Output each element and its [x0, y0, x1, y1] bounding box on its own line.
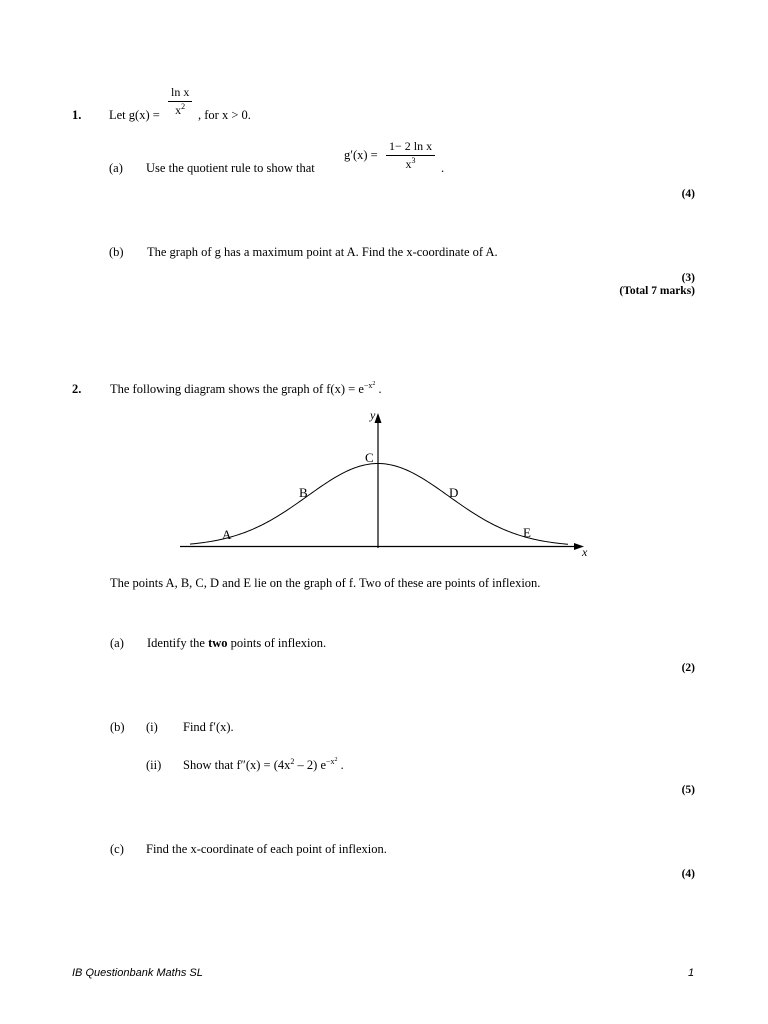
q2-intro-text: The following diagram shows the graph of f(x) =: [110, 382, 356, 396]
footer-source: IB Questionbank Maths SL: [72, 967, 203, 979]
q1a-lhs: g′(x) =: [344, 148, 378, 162]
q1-number: 1.: [72, 108, 82, 122]
point-label-e: E: [523, 525, 531, 540]
q1a-label: (a): [109, 161, 123, 175]
q1-total-marks: (Total 7 marks): [619, 285, 695, 297]
q1a-fraction-numerator: 1− 2 ln x: [386, 139, 435, 156]
point-label-d: D: [449, 485, 459, 500]
q2b-ii-label: (ii): [146, 758, 162, 772]
q1a-text: Use the quotient rule to show that: [146, 161, 315, 175]
q2-function-exp: $e^{-x^2}$: [358, 381, 376, 396]
point-label-c: C: [365, 450, 374, 465]
q2c-label: (c): [110, 842, 124, 856]
point-label-a: A: [222, 527, 232, 542]
bell-curve-graph: [0, 405, 768, 565]
q2b-ii-exp: $e^{-x^2}$: [320, 757, 338, 772]
q2a-text: Identify the two points of inflexion.: [147, 636, 327, 650]
q1a-end: .: [441, 161, 445, 175]
q2a-marks: (2): [681, 662, 695, 674]
q1-fraction-denominator: $x^2$: [175, 102, 186, 117]
y-axis-arrow: [375, 413, 382, 423]
q2b-i-text: Find f′(x).: [183, 720, 234, 734]
footer-page-number: 1: [688, 967, 695, 979]
q2a-label: (a): [110, 636, 124, 650]
q2b-marks: (5): [681, 784, 695, 796]
bell-curve: [190, 464, 568, 545]
q2b-ii-text: Show that $f''(x) = (4x^2 - 2)$ $e^{-x^2}$ .: [183, 757, 344, 772]
q2-description: The points A, B, C, D and E lie on the graph of f. Two of these are points of inflexion.: [110, 576, 541, 590]
q2c-marks: (4): [681, 868, 695, 880]
q1b-label: (b): [109, 245, 124, 259]
q1a-marks: (4): [681, 188, 695, 200]
q1b-text: The graph of g has a maximum point at A. Find the x-coordinate of A.: [147, 245, 498, 259]
q2-intro: The following diagram shows the graph of $f(x) = e^{-x^2}$ .: [110, 381, 382, 396]
q1-fraction: [168, 85, 192, 118]
y-axis-label: y: [370, 408, 376, 422]
point-label-b: B: [299, 485, 308, 500]
q1-fraction-numerator: ln x: [168, 85, 192, 102]
q1-intro: Let g(x) =: [109, 108, 160, 122]
q1a-fraction-denominator: $x^3$: [405, 156, 416, 171]
q2b-label: (b): [110, 720, 125, 734]
q1b-marks: (3): [681, 272, 695, 284]
q2b-i-label: (i): [146, 720, 158, 734]
x-axis-label: x: [582, 545, 588, 559]
q2-number: 2.: [72, 382, 82, 396]
q1a-fraction: [386, 139, 435, 172]
q1-condition: , for x > 0.: [198, 108, 251, 122]
q2c-text: Find the x-coordinate of each point of inflexion.: [146, 842, 387, 856]
